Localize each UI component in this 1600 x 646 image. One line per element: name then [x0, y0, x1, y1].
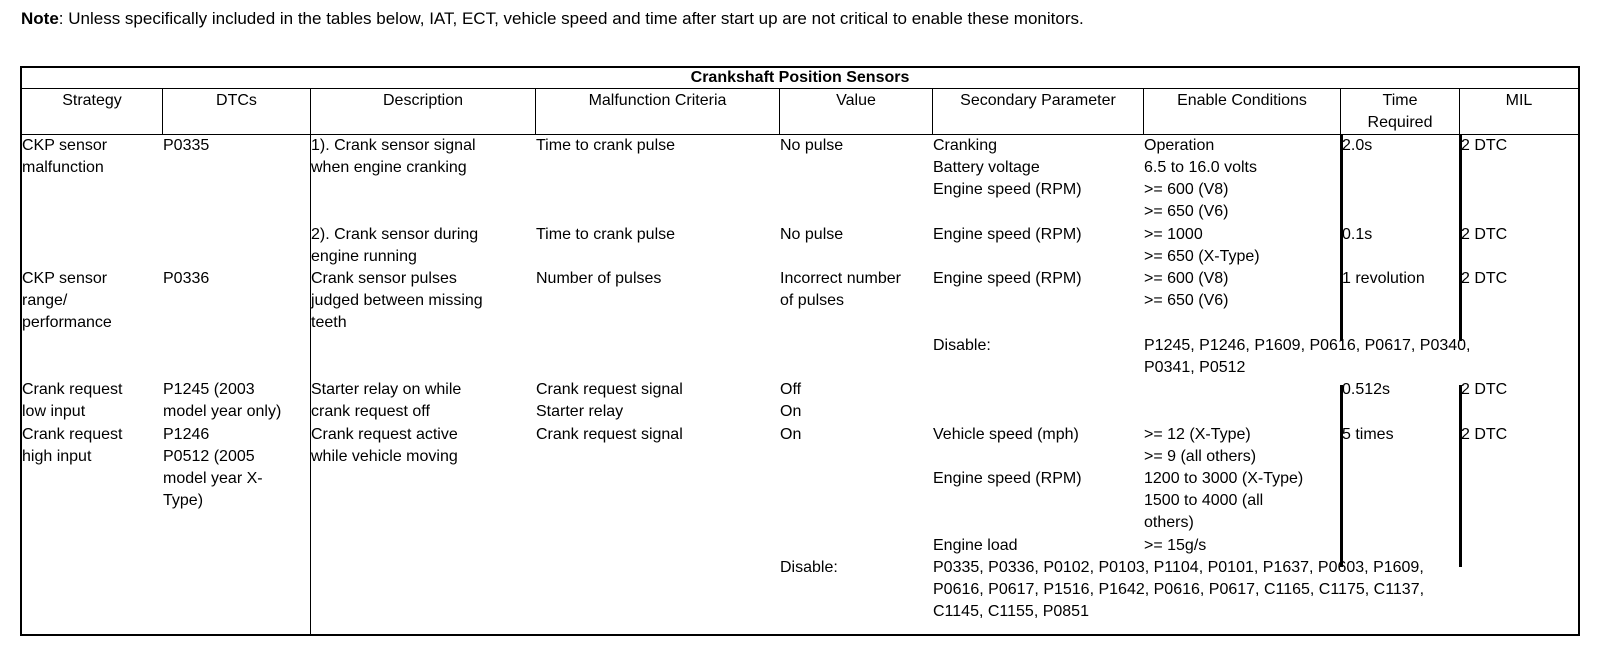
cell-line: 1200 to 3000 (X-Type)	[1144, 470, 1304, 487]
dtc-cell: P0336	[163, 270, 210, 287]
criteria-cell: Time to crank pulse	[536, 226, 676, 243]
mil-cell: 2 DTC	[1461, 226, 1508, 243]
cell-line: Starter relay on while	[311, 381, 462, 398]
mil-cell: 2 DTC	[1461, 381, 1508, 398]
dtc-cell: P0335	[163, 137, 210, 154]
secondary-cell: Engine speed (RPM)	[933, 470, 1082, 487]
cell-line: Crank request	[22, 426, 123, 443]
criteria-cell: Time to crank pulse	[536, 137, 676, 154]
cell-line: CKP sensor	[22, 137, 108, 154]
mil-cell: 2 DTC	[1461, 270, 1508, 287]
note	[21, 9, 1084, 29]
disable-label: Disable:	[933, 337, 991, 354]
cell-line: >= 650 (V6)	[1144, 203, 1229, 220]
disable-list	[933, 557, 1424, 623]
cell-line: On	[780, 403, 802, 420]
cell-line: Type)	[163, 492, 204, 509]
enable-cell	[1144, 224, 1260, 268]
value-cell	[780, 379, 801, 423]
mil-cell: 2 DTC	[1461, 137, 1508, 154]
mil-cell: 2 DTC	[1461, 426, 1508, 443]
description-cell	[311, 224, 478, 268]
cell-line: Crank sensor pulses	[311, 270, 457, 287]
enable-cell: >= 15g/s	[1144, 537, 1207, 554]
strategy-cell	[22, 268, 112, 334]
secondary-cell: Vehicle speed (mph)	[933, 426, 1079, 443]
cell-line: P0512 (2005	[163, 448, 255, 465]
dtc-cell	[163, 379, 281, 423]
time-col-rule	[1340, 385, 1343, 567]
header-time-required	[1341, 90, 1459, 134]
strategy-cell	[22, 424, 123, 468]
cell-line: 6.5 to 16.0 volts	[1144, 159, 1257, 176]
cell-line: >= 600 (V8)	[1144, 270, 1229, 287]
value-cell: No pulse	[780, 137, 844, 154]
enable-cell	[1144, 468, 1303, 534]
value-cell: No pulse	[780, 226, 844, 243]
time-cell: 5 times	[1342, 426, 1394, 443]
cell-line: >= 600 (V8)	[1144, 181, 1229, 198]
cell-line: crank request off	[311, 403, 430, 420]
enable-cell	[1144, 135, 1257, 223]
cell-line: Incorrect number	[780, 270, 901, 287]
cell-line: C1145, C1155, P0851	[933, 603, 1089, 620]
cell-line: P0616, P0617, P1516, P1642, P0616, P0617, C1165, C1175, C1137,	[933, 581, 1425, 598]
time-cell: 1 revolution	[1342, 270, 1425, 287]
cell-line: Crank request	[22, 381, 123, 398]
description-cell	[311, 424, 458, 468]
cell-line: when engine cranking	[311, 159, 467, 176]
strategy-cell	[22, 135, 107, 179]
header-malfunction-criteria: Malfunction Criteria	[588, 92, 727, 109]
cell-line: >= 650 (X-Type)	[1144, 248, 1260, 265]
enable-cell	[1144, 268, 1229, 312]
cell-line: Crank request active	[311, 426, 458, 443]
disable-label: Disable:	[780, 559, 838, 576]
cell-line: others)	[1144, 514, 1194, 531]
table-title: Crankshaft Position Sensors	[690, 69, 910, 86]
cell-line: low input	[22, 403, 86, 420]
header-time-line: Required	[1367, 114, 1433, 131]
cell-line: Starter relay	[536, 403, 624, 420]
cell-line: judged between missing	[311, 292, 483, 309]
cell-line: model year only)	[163, 403, 282, 420]
cell-line: range/	[22, 292, 68, 309]
value-cell	[780, 268, 901, 312]
cell-line: Battery voltage	[933, 159, 1040, 176]
header-enable-conditions: Enable Conditions	[1177, 92, 1307, 109]
value-cell: On	[780, 426, 802, 443]
cell-line: >= 12 (X-Type)	[1144, 426, 1251, 443]
note-label: Note	[21, 9, 59, 28]
secondary-cell: Engine speed (RPM)	[933, 270, 1082, 287]
cell-line: Cranking	[933, 137, 998, 154]
criteria-cell: Crank request signal	[536, 426, 683, 443]
cell-line: engine running	[311, 248, 417, 265]
cell-line: while vehicle moving	[311, 448, 458, 465]
cell-line: 1). Crank sensor signal	[311, 137, 476, 154]
time-cell: 0.512s	[1342, 381, 1391, 398]
cell-line: malfunction	[22, 159, 104, 176]
cell-line: Operation	[1144, 137, 1215, 154]
mil-col-rule	[1459, 385, 1462, 567]
header-value: Value	[836, 92, 876, 109]
cell-line: 1500 to 4000 (all	[1144, 492, 1264, 509]
note-text: : Unless specifically included in the tables below, IAT, ECT, vehicle speed and time after start up are not critical to enable these monitors.	[58, 9, 1084, 28]
cell-line: P1246	[163, 426, 210, 443]
disable-list	[1144, 335, 1471, 379]
cell-line: performance	[22, 314, 112, 331]
cell-line: model year X-	[163, 470, 263, 487]
dtc-cell	[163, 424, 263, 512]
cell-line: high input	[22, 448, 92, 465]
header-secondary-parameter: Secondary Parameter	[960, 92, 1116, 109]
cell-line: Off	[780, 381, 802, 398]
description-cell	[311, 379, 461, 423]
description-cell	[311, 135, 476, 179]
secondary-cell: Engine load	[933, 537, 1018, 554]
header-dtcs: DTCs	[216, 92, 257, 109]
header-mil: MIL	[1505, 92, 1533, 109]
cell-line: CKP sensor	[22, 270, 108, 287]
criteria-cell: Number of pulses	[536, 270, 662, 287]
time-cell: 2.0s	[1342, 137, 1373, 154]
cell-line: >= 1000	[1144, 226, 1203, 243]
secondary-cell: Engine speed (RPM)	[933, 226, 1082, 243]
cell-line: 2). Crank sensor during	[311, 226, 479, 243]
strategy-cell	[22, 379, 123, 423]
enable-cell	[1144, 424, 1256, 468]
header-time-line: Time	[1382, 92, 1418, 109]
time-cell: 0.1s	[1342, 226, 1373, 243]
cell-line: P0341, P0512	[1144, 359, 1246, 376]
criteria-cell	[536, 379, 683, 423]
description-cell	[311, 268, 483, 334]
cell-line: P1245, P1246, P1609, P0616, P0617, P0340,	[1144, 337, 1471, 354]
cell-line: P0335, P0336, P0102, P0103, P1104, P0101, P1637, P0603, P1609,	[933, 559, 1424, 576]
cell-line: teeth	[311, 314, 347, 331]
header-description: Description	[382, 92, 464, 109]
cell-line: Crank request signal	[536, 381, 683, 398]
secondary-cell	[933, 135, 1082, 201]
cell-line: >= 9 (all others)	[1144, 448, 1257, 465]
cell-line: >= 650 (V6)	[1144, 292, 1229, 309]
cell-line: P1245 (2003	[163, 381, 255, 398]
crankshaft-table	[20, 66, 1580, 636]
cell-line: Engine speed (RPM)	[933, 181, 1082, 198]
header-strategy: Strategy	[62, 92, 122, 109]
cell-line: of pulses	[780, 292, 845, 309]
